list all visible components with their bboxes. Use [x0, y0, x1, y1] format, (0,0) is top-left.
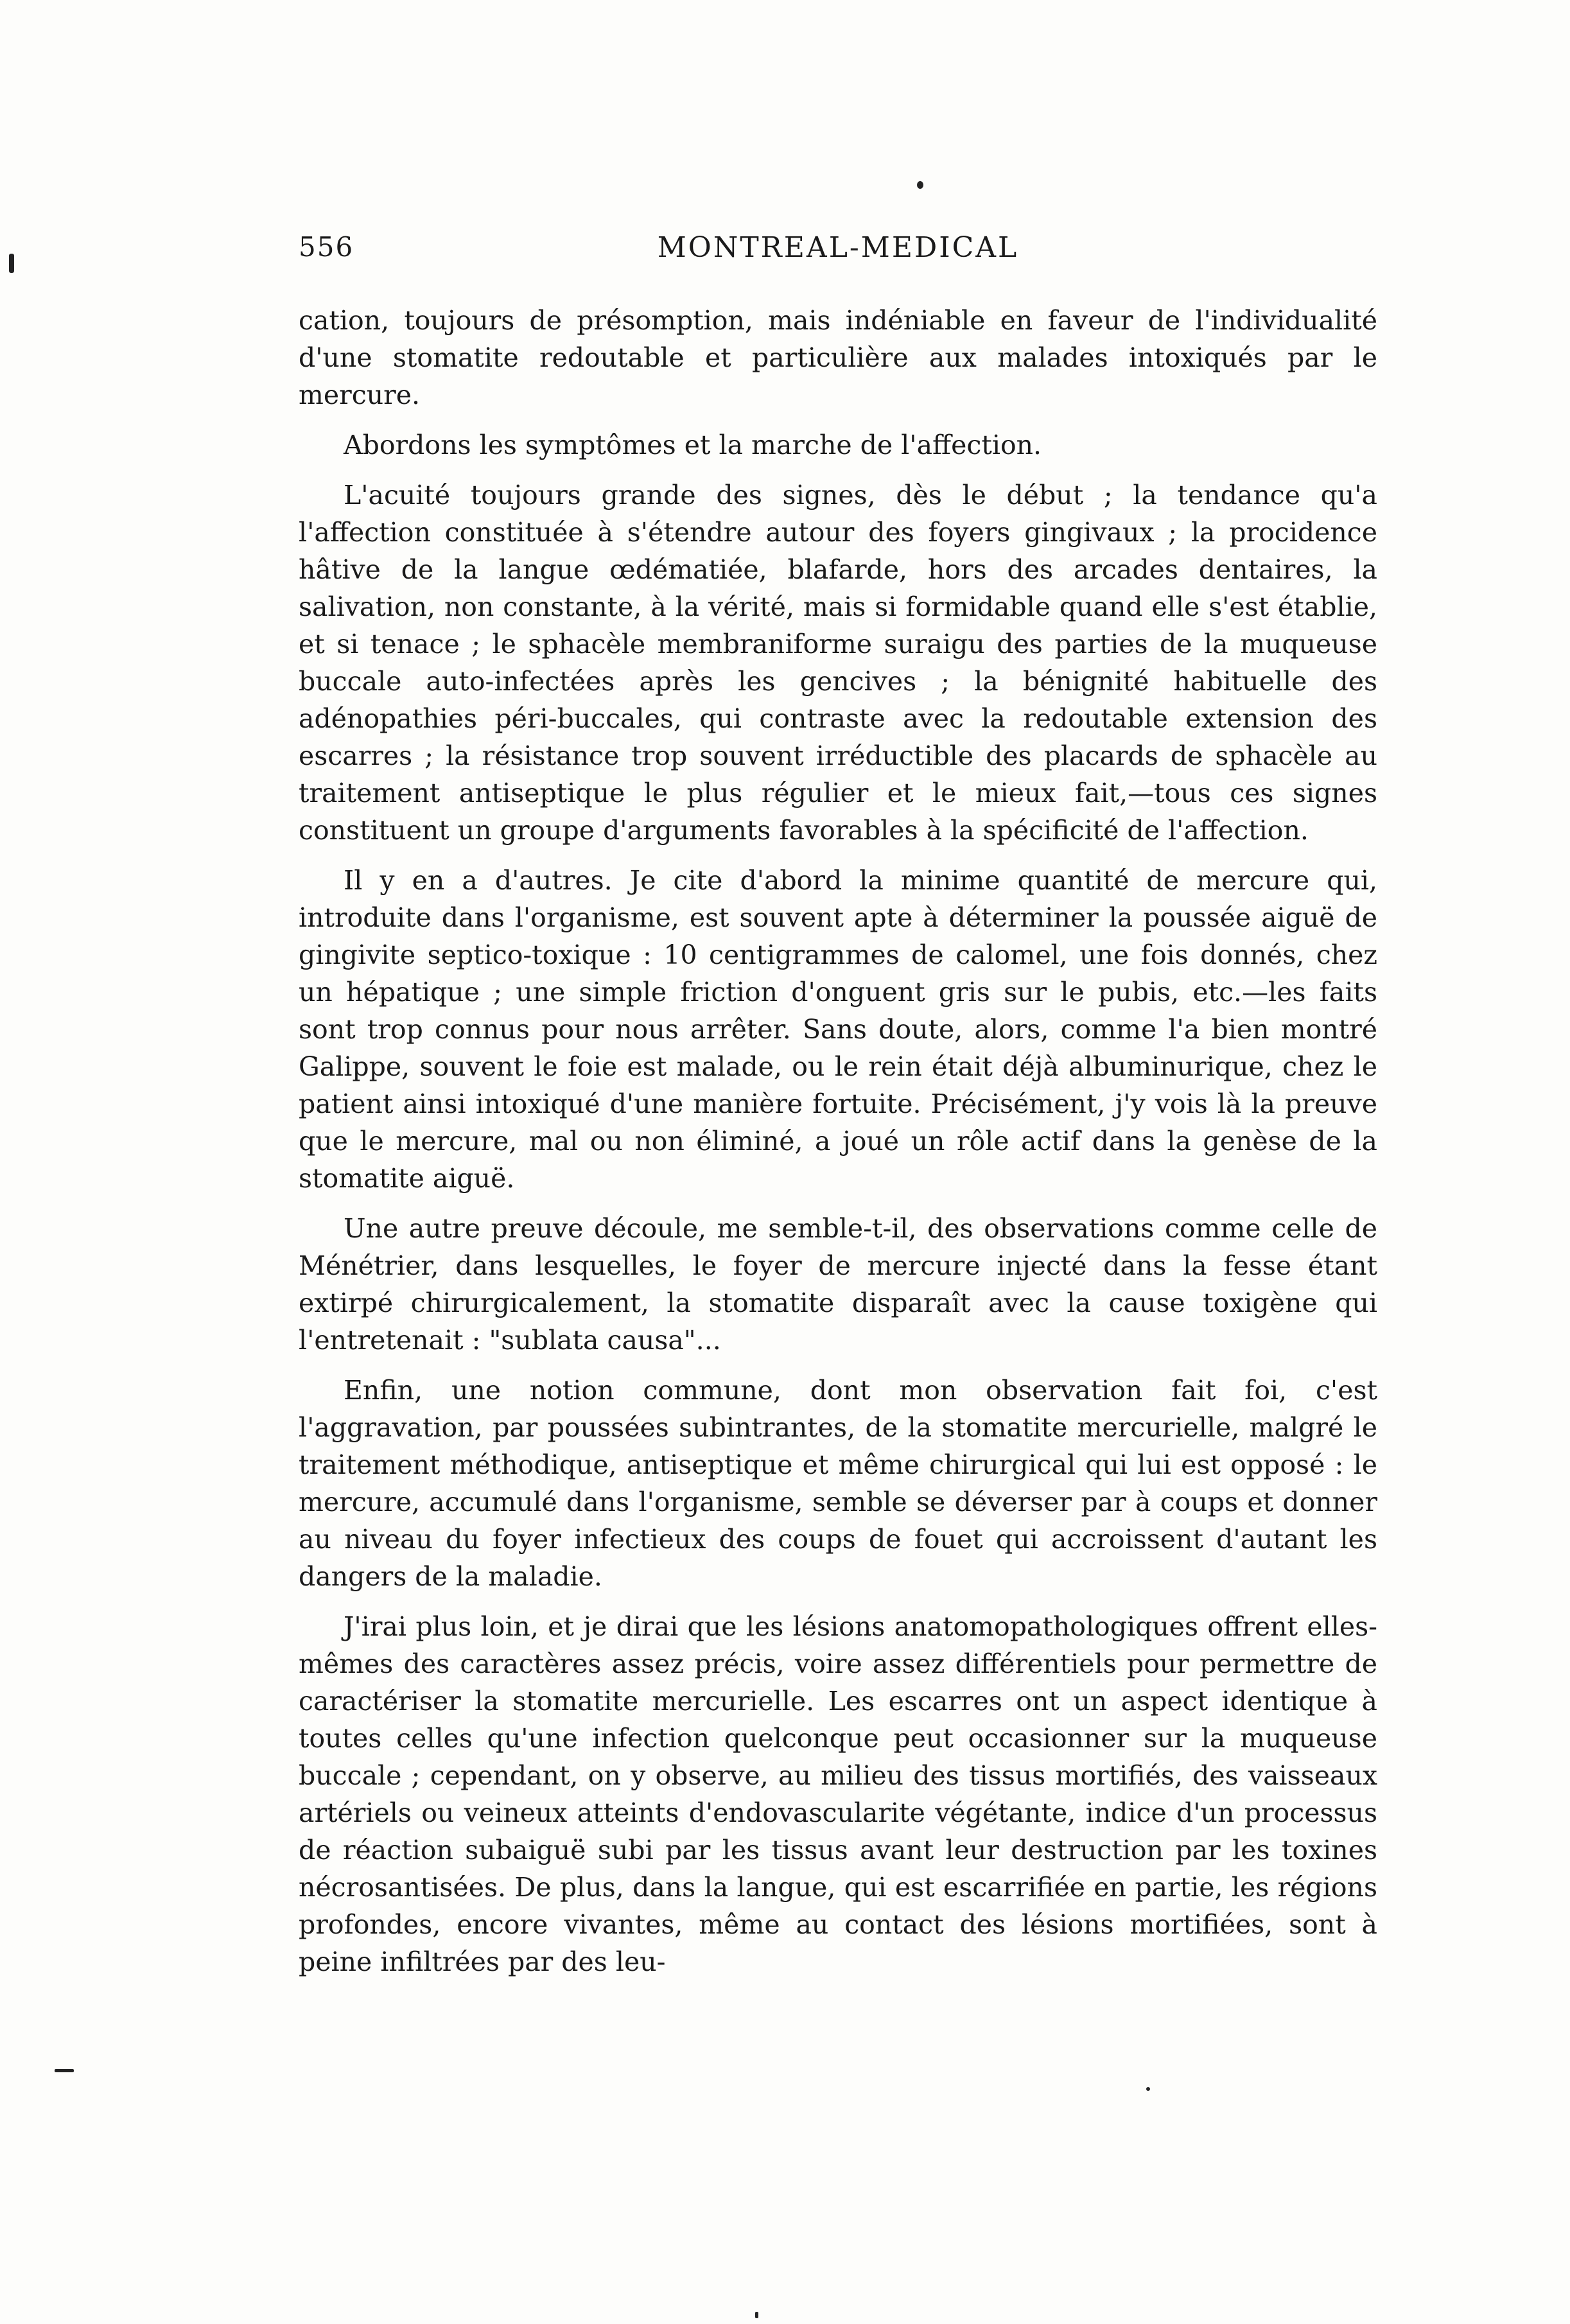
- paragraph: Abordons les symptômes et la marche de l'affection.: [344, 430, 1042, 460]
- paragraph-continuation: cation, toujours de présomption, mais indéniable en faveur de l'individualité d'une stomatite redoutable et particulière aux malades intoxiqués par le mercure.: [299, 305, 1377, 410]
- body-text: [299, 302, 1377, 1993]
- scan-speck: [9, 254, 14, 273]
- scan-speck: [55, 2069, 74, 2072]
- page-header: [299, 231, 1377, 270]
- running-title: MONTREAL-MEDICAL: [657, 231, 1019, 264]
- paragraph: L'acuité toujours grande des signes, dès le début ; la tendance qu'a l'affection constituée à s'étendre autour des foyers gingivaux ; la procidence hâtive de la langue œdématiée, blafarde, hors des arcades dentaires, la salivation, non constante, à la vérité, mais si formidable quand elle s'est établie, et si tenace ; le sphacèle membraniforme suraigu des parties de la muqueuse buccale auto-infectées après les gencives ; la bénignité habituelle des adénopathies péri-buccales, qui contraste avec la redoutable extension des escarres ; la résistance trop souvent irréductible des placards de sphacèle au traitement antiseptique le plus régulier et le mieux fait,—tous ces signes constituent un groupe d'arguments favorables à la spécificité de l'affection.: [299, 480, 1377, 846]
- paragraph: Il y en a d'autres. Je cite d'abord la minime quantité de mercure qui, introduite dans l'organisme, est souvent apte à déterminer la poussée aiguë de gingivite septico-toxique : 10 centigrammes de calomel, une fois donnés, chez un hépatique ; une simple friction d'onguent gris sur le pubis, etc.—les faits sont trop connus pour nous arrêter. Sans doute, alors, comme l'a bien montré Galippe, souvent le foie est malade, ou le rein était déjà albuminurique, chez le patient ainsi intoxiqué d'une manière fortuite. Précisément, j'y vois là la preuve que le mercure, mal ou non éliminé, a joué un rôle actif dans la genèse de la stomatite aiguë.: [299, 865, 1377, 1194]
- paragraph: J'irai plus loin, et je dirai que les lésions anatomopathologiques offrent elles-mêmes des caractères assez précis, voire assez différentiels pour permettre de caractériser la stomatite mercurielle. Les escarres ont un aspect identique à toutes celles qu'une infection quelconque peut occasionner sur la muqueuse buccale ; cependant, on y observe, au milieu des tissus mortifiés, des vaisseaux artériels ou veineux atteints d'endovascularite végétante, indice d'un processus de réaction subaiguë subi par les tissus avant leur destruction par les toxines nécrosantisées. De plus, dans la langue, qui est escarrifiée en partie, les régions profondes, encore vivantes, même au contact des lésions mortifiées, sont à peine infiltrées par des leu-: [299, 1611, 1377, 1977]
- scan-speck: [1146, 2087, 1150, 2091]
- paragraph: Une autre preuve découle, me semble-t-il, des observations comme celle de Ménétrier, dans lesquelles, le foyer de mercure injecté dans la fesse étant extirpé chirurgicalement, la stomatite disparaît avec la cause toxigène qui l'entretenait : "sublata causa"...: [299, 1213, 1377, 1356]
- scan-speck: [755, 2312, 758, 2318]
- paragraph: Enfin, une notion commune, dont mon observation fait foi, c'est l'aggravation, par poussées subintrantes, de la stomatite mercurielle, malgré le traitement méthodique, antiseptique et même chirurgical qui lui est opposé : le mercure, accumulé dans l'organisme, semble se déverser par à coups et donner au niveau du foyer infectieux des coups de fouet qui accroissent d'autant les dangers de la maladie.: [299, 1375, 1377, 1592]
- page-number: 556: [299, 231, 354, 263]
- scan-speck: [917, 181, 923, 189]
